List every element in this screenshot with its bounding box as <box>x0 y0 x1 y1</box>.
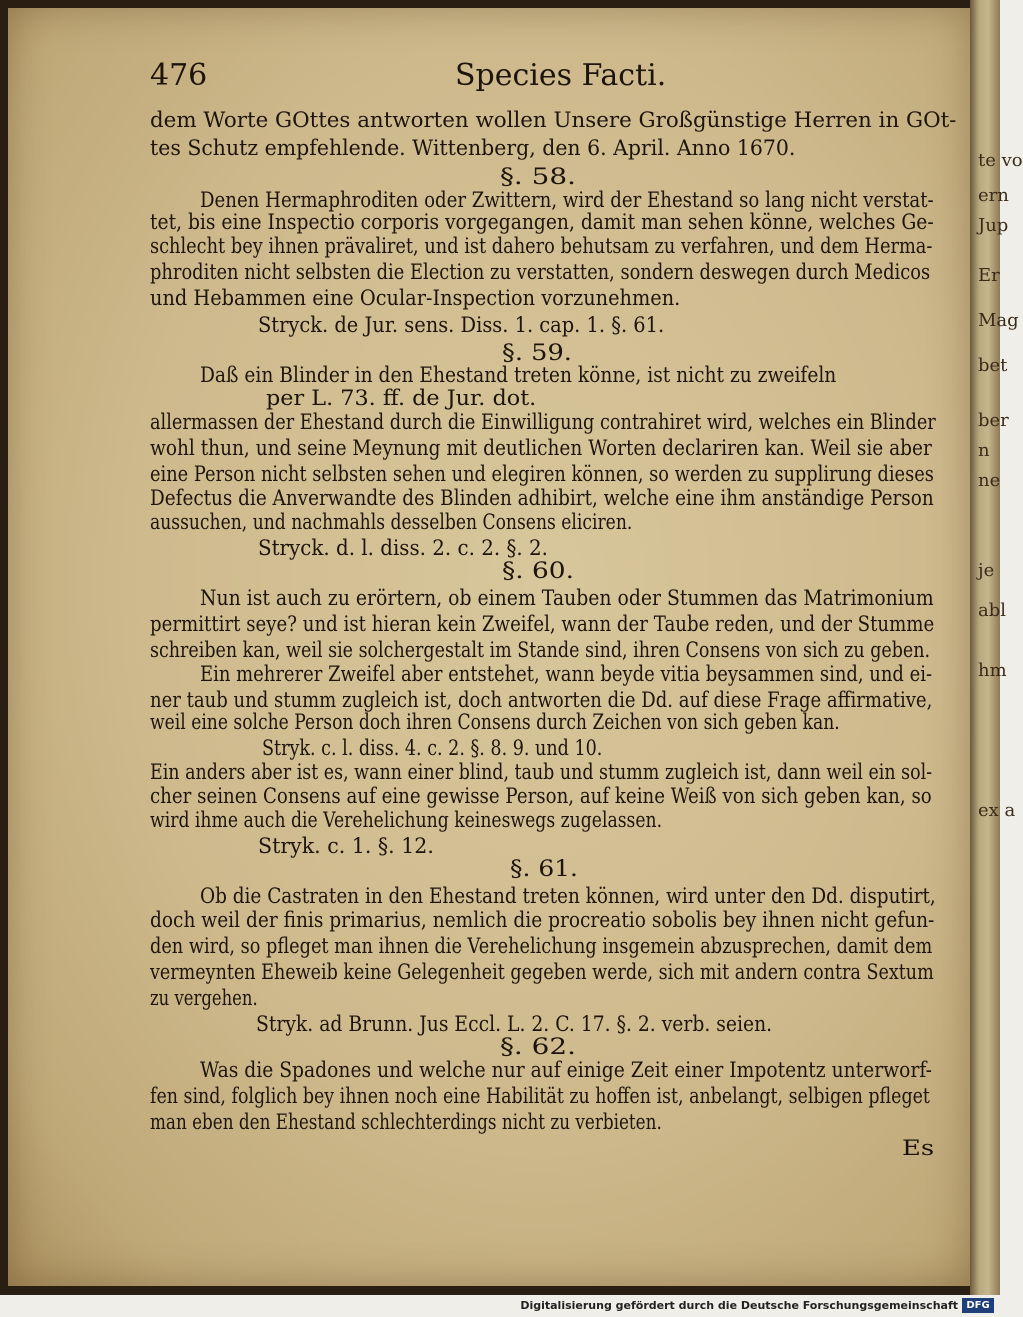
text-line: per L. 73. ff. de Jur. dot. <box>266 386 537 410</box>
text-line: aussuchen, und nachmahls desselben Consens eliciren. <box>150 510 633 534</box>
citation: Stryk. c. 1. §. 12. <box>258 834 434 858</box>
section-heading: §. 60. <box>502 559 574 584</box>
text-line: ner taub und stumm zugleich ist, doch antworten die Dd. auf diese Frage affirmative, <box>150 688 933 712</box>
text-line: tet, bis eine Inspectio corporis vorgegangen, damit man sehen könne, welches Ge- <box>150 210 934 234</box>
citation: Stryck. d. l. diss. 2. c. 2. §. 2. <box>258 536 548 560</box>
text-line: vermeynten Eheweib keine Gelegenheit gegeben werde, sich mit andern contra Sextum <box>150 960 934 984</box>
catchword: Es <box>902 1136 935 1160</box>
text-line: Ob die Castraten in den Ehestand treten können, wird unter den Dd. disputirt, <box>200 884 936 908</box>
running-title: Species Facti. <box>455 58 667 93</box>
text-line: Ein anders aber ist es, wann einer blind, taub und stumm zugleich ist, dann weil ein sol- <box>150 760 933 784</box>
citation: Stryck. de Jur. sens. Diss. 1. cap. 1. §. 61. <box>258 313 665 337</box>
text-line: Was die Spadones und welche nur auf einige Zeit einer Impotentz unterworf- <box>200 1058 932 1082</box>
dfg-logo: DFG <box>962 1298 994 1313</box>
text-line: wohl thun, und seine Meynung mit deutlichen Worten declariren kan. Weil sie aber <box>150 436 932 460</box>
adjacent-page-glyph: te vo <box>978 150 1023 171</box>
text-line: wird ihme auch die Verehelichung keineswegs zugelassen. <box>150 808 663 832</box>
text-line: man eben den Ehestand schlechterdings nicht zu verbieten. <box>150 1110 662 1134</box>
citation: Stryk. c. l. diss. 4. c. 2. §. 8. 9. und 10. <box>262 736 603 760</box>
text-line: weil eine solche Person doch ihren Consens durch Zeichen von sich geben kan. <box>150 710 840 734</box>
citation: Stryk. ad Brunn. Jus Eccl. L. 2. C. 17. §. 2. verb. seien. <box>256 1012 773 1036</box>
text-line: Ein mehrerer Zweifel aber entstehet, wann beyde vitia beysammen sind, und ei- <box>200 662 933 686</box>
text-line: schlecht bey ihnen prävaliret, und ist dahero behutsam zu verfahren, und dem Herma- <box>150 234 933 258</box>
adjacent-page-glyph: abl <box>978 600 1007 621</box>
text-line: Denen Hermaphroditen oder Zwittern, wird der Ehestand so lang nicht verstat- <box>200 188 934 212</box>
text-line: cher seinen Consens auf eine gewisse Person, auf keine Weiß von sich geben kan, so <box>150 784 932 808</box>
adjacent-page-glyph: ne <box>978 470 1001 491</box>
text-line: phroditen nicht selbsten die Election zu verstatten, sondern deswegen durch Medicos <box>150 260 931 284</box>
adjacent-page-glyph: je <box>978 560 995 581</box>
adjacent-page-glyph: Er <box>978 265 1000 286</box>
text-line: doch weil der finis primarius, nemlich die procreatio sobolis bey ihnen nicht gefun- <box>150 908 935 932</box>
adjacent-page-glyph: ber <box>978 410 1009 431</box>
adjacent-page-glyph: Jup <box>978 215 1009 236</box>
text-line: Nun ist auch zu erörtern, ob einem Tauben oder Stummen das Matrimonium <box>200 586 934 610</box>
text-line: fen sind, folglich bey ihnen noch eine Habilität zu hoffen ist, anbelangt, selbigen pfleget <box>150 1084 930 1108</box>
text-line: zu vergehen. <box>150 986 258 1010</box>
text-line: eine Person nicht selbsten sehen und elegiren können, so werden zu supplirung dieses <box>150 462 934 486</box>
text-line: den wird, so pfleget man ihnen die Verehelichung insgemein abzusprechen, damit dem <box>150 934 933 958</box>
text-line: permittirt seye? und ist hieran kein Zweifel, wann der Taube reden, und der Stumme <box>150 612 935 636</box>
text-line: allermassen der Ehestand durch die Einwilligung contrahiret wird, welches ein Blinder <box>150 410 936 434</box>
text-line: und Hebammen eine Ocular-Inspection vorzunehmen. <box>150 286 681 310</box>
adjacent-page-glyph: hm <box>978 660 1007 681</box>
text-line: Daß ein Blinder in den Ehestand treten könne, ist nicht zu zweifeln <box>200 363 837 387</box>
adjacent-page-glyph: ern <box>978 185 1009 206</box>
digitization-footer <box>0 1295 1000 1317</box>
adjacent-page-glyph: bet <box>978 355 1008 376</box>
text-line: schreiben kan, weil sie solchergestalt im Stande sind, ihren Consens von sich zu geben. <box>150 638 931 662</box>
text-line: Defectus die Anverwandte des Blinden adhibirt, welche eine ihm anständige Person <box>150 486 934 510</box>
section-heading: §. 61. <box>510 857 578 882</box>
text-line: dem Worte GOttes antworten wollen Unsere Großgünstige Herren in GOt- <box>150 108 957 132</box>
page-number: 476 <box>150 58 208 93</box>
text-line: tes Schutz empfehlende. Wittenberg, den 6. April. Anno 1670. <box>150 136 796 160</box>
section-heading: §. 58. <box>500 165 576 190</box>
section-heading: §. 59. <box>502 341 572 366</box>
adjacent-page-glyph: ex a <box>978 800 1016 821</box>
adjacent-page-glyph: Mag <box>978 310 1019 331</box>
digitization-credit: Digitalisierung gefördert durch die Deutsche Forschungsgemeinschaft <box>520 1299 958 1312</box>
adjacent-page-glyph: n <box>978 440 990 461</box>
section-heading: §. 62. <box>500 1035 576 1060</box>
